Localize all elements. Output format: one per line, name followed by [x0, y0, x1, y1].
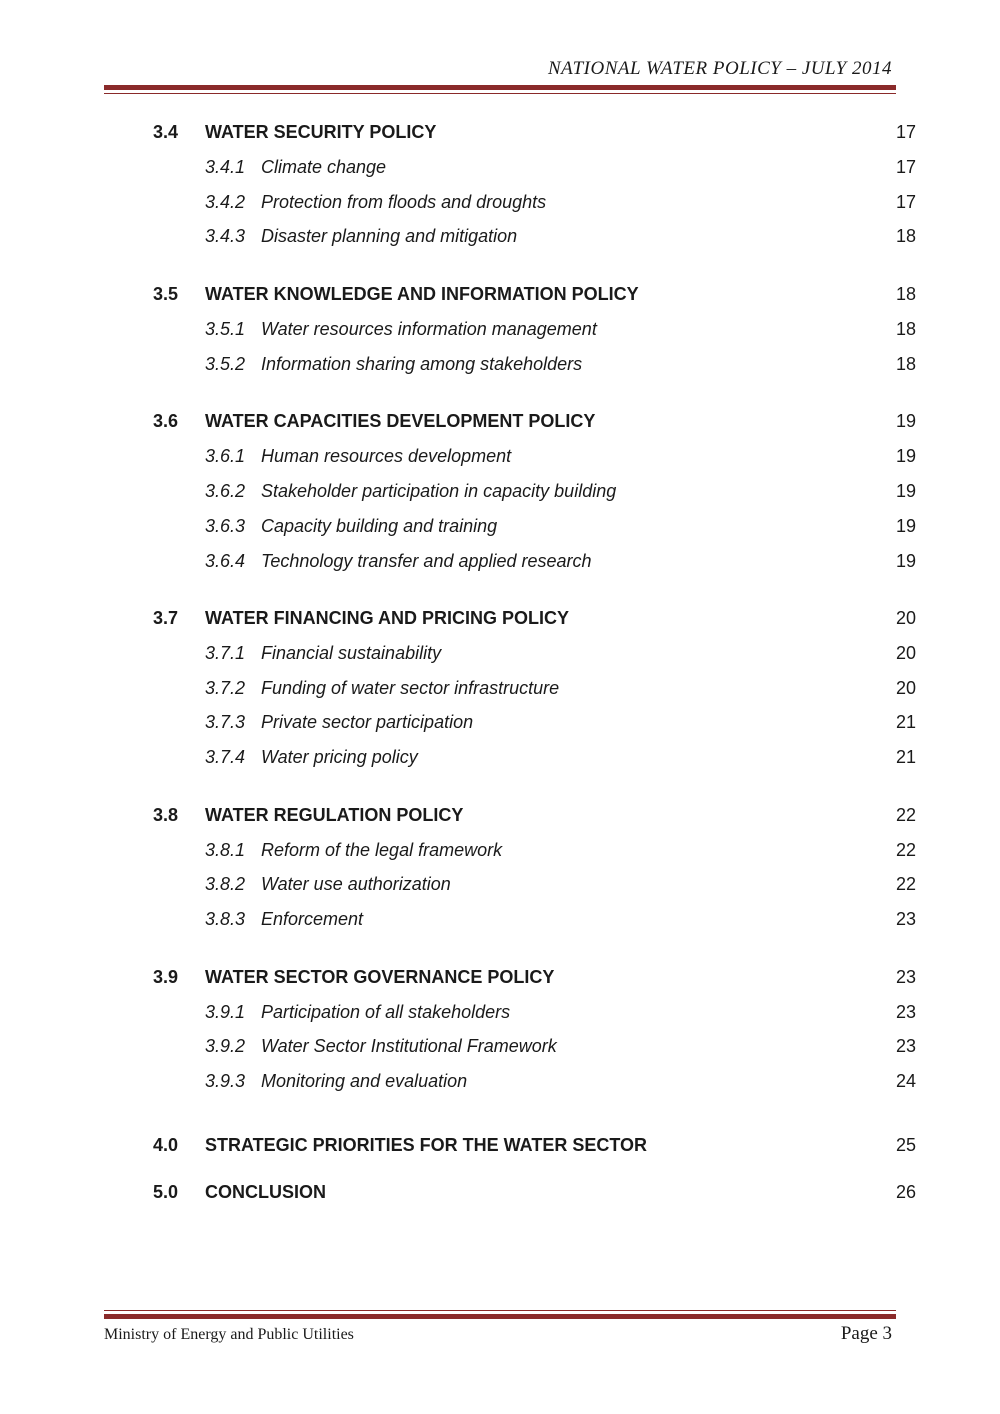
toc-entry-page: 20 — [895, 608, 916, 628]
toc-entry-number: 3.7 — [153, 608, 179, 628]
toc-subsection-entry — [0, 551, 1000, 581]
toc-entry-title: Private sector participation — [261, 712, 474, 732]
toc-entry-number: 3.4.1 — [205, 157, 246, 177]
toc-entry-number: 3.6.4 — [205, 551, 246, 571]
toc-entry-title: WATER CAPACITIES DEVELOPMENT POLICY — [205, 411, 596, 431]
toc-entry-number: 3.9.3 — [205, 1071, 246, 1091]
toc-section-entry — [0, 1182, 1000, 1212]
toc-entry-title: Financial sustainability — [261, 643, 442, 663]
toc-subsection-entry — [0, 192, 1000, 222]
toc-entry-page: 24 — [895, 1071, 916, 1091]
toc-entry-page: 26 — [895, 1182, 916, 1202]
toc-subsection-entry — [0, 909, 1000, 939]
toc-entry-page: 19 — [895, 411, 916, 431]
toc-entry-page: 18 — [895, 354, 916, 374]
toc-entry-page: 20 — [895, 643, 916, 663]
footer-rule-thick — [104, 1314, 896, 1319]
toc-subsection-entry — [0, 874, 1000, 904]
toc-entry-number: 3.9 — [153, 967, 179, 987]
toc-entry-title: Disaster planning and mitigation — [261, 226, 518, 246]
toc-subsection-entry — [0, 354, 1000, 384]
toc-section-entry — [0, 1135, 1000, 1165]
toc-entry-title: STRATEGIC PRIORITIES FOR THE WATER SECTOR — [205, 1135, 648, 1155]
toc-entry-title: Participation of all stakeholders — [261, 1002, 511, 1022]
toc-entry-page: 17 — [895, 122, 916, 142]
toc-subsection-entry — [0, 712, 1000, 742]
toc-entry-number: 3.7.3 — [205, 712, 246, 732]
toc-section-entry — [0, 805, 1000, 835]
toc-entry-title: Protection from floods and droughts — [261, 192, 547, 212]
toc-subsection-entry — [0, 481, 1000, 511]
toc-subsection-entry — [0, 840, 1000, 870]
toc-entry-page: 19 — [895, 446, 916, 466]
toc-entry-number: 3.8.2 — [205, 874, 246, 894]
toc-entry-title: Capacity building and training — [261, 516, 498, 536]
toc-entry-number: 3.4.3 — [205, 226, 246, 246]
toc-entry-number: 3.8.3 — [205, 909, 246, 929]
toc-entry-number: 3.8.1 — [205, 840, 246, 860]
toc-subsection-entry — [0, 678, 1000, 708]
toc-entry-number: 3.5.2 — [205, 354, 246, 374]
toc-entry-page: 17 — [895, 192, 916, 212]
toc-entry-page: 18 — [895, 319, 916, 339]
toc-entry-number: 3.6.2 — [205, 481, 246, 501]
toc-entry-title: WATER SECURITY POLICY — [205, 122, 437, 142]
toc-entry-title: Climate change — [261, 157, 387, 177]
toc-entry-title: CONCLUSION — [205, 1182, 326, 1202]
toc-entry-page: 21 — [895, 712, 916, 732]
toc-entry-page: 21 — [895, 747, 916, 767]
toc-section-entry — [0, 608, 1000, 638]
toc-entry-number: 3.9.2 — [205, 1036, 246, 1056]
toc-entry-title: WATER SECTOR GOVERNANCE POLICY — [205, 967, 555, 987]
footer-page-number: Page 3 — [840, 1323, 892, 1344]
toc-subsection-entry — [0, 226, 1000, 256]
toc-entry-number: 3.6.3 — [205, 516, 246, 536]
toc-entry-page: 18 — [895, 226, 916, 246]
toc-entry-title: WATER REGULATION POLICY — [205, 805, 464, 825]
toc-entry-number: 3.7.4 — [205, 747, 246, 767]
toc-entry-title: Funding of water sector infrastructure — [261, 678, 560, 698]
toc-entry-page: 22 — [895, 840, 916, 860]
toc-subsection-entry — [0, 446, 1000, 476]
toc-subsection-entry — [0, 319, 1000, 349]
toc-entry-page: 23 — [895, 1002, 916, 1022]
toc-entry-number: 5.0 — [153, 1182, 179, 1202]
toc-entry-page: 23 — [895, 909, 916, 929]
toc-entry-title: Enforcement — [261, 909, 364, 929]
toc-entry-page: 22 — [895, 874, 916, 894]
toc-subsection-entry — [0, 1002, 1000, 1032]
toc-entry-number: 3.4 — [153, 122, 179, 142]
toc-subsection-entry — [0, 157, 1000, 187]
toc-subsection-entry — [0, 516, 1000, 546]
toc-entry-title: Reform of the legal framework — [261, 840, 503, 860]
toc-entry-title: WATER KNOWLEDGE AND INFORMATION POLICY — [205, 284, 639, 304]
header-rule-thin — [104, 93, 896, 94]
toc-entry-number: 3.7.1 — [205, 643, 246, 663]
toc-entry-page: 22 — [895, 805, 916, 825]
toc-entry-page: 23 — [895, 1036, 916, 1056]
toc-subsection-entry — [0, 1036, 1000, 1066]
toc-entry-number: 3.9.1 — [205, 1002, 246, 1022]
toc-entry-number: 3.6 — [153, 411, 179, 431]
toc-entry-number: 3.6.1 — [205, 446, 246, 466]
toc-subsection-entry — [0, 747, 1000, 777]
toc-section-entry — [0, 284, 1000, 314]
toc-entry-number: 3.5 — [153, 284, 179, 304]
toc-entry-title: Water use authorization — [261, 874, 451, 894]
footer-ministry: Ministry of Energy and Public Utilities — [104, 1326, 354, 1343]
toc-subsection-entry — [0, 643, 1000, 673]
toc-entry-title: Human resources development — [261, 446, 512, 466]
toc-entry-page: 19 — [895, 551, 916, 571]
toc-entry-title: Stakeholder participation in capacity building — [261, 481, 617, 501]
header-rule-thick — [104, 85, 896, 90]
toc-entry-number: 4.0 — [153, 1135, 179, 1155]
toc-section-entry — [0, 122, 1000, 152]
toc-entry-page: 18 — [895, 284, 916, 304]
toc-entry-page: 19 — [895, 516, 916, 536]
header-title: NATIONAL WATER POLICY – JULY 2014 — [548, 58, 892, 79]
toc-entry-page: 17 — [895, 157, 916, 177]
toc-entry-number: 3.7.2 — [205, 678, 246, 698]
toc-section-entry — [0, 967, 1000, 997]
footer-rule-thin — [104, 1310, 896, 1311]
toc-entry-page: 25 — [895, 1135, 916, 1155]
toc-entry-title: Information sharing among stakeholders — [261, 354, 583, 374]
toc-entry-page: 20 — [895, 678, 916, 698]
toc-subsection-entry — [0, 1071, 1000, 1101]
toc-section-entry — [0, 411, 1000, 441]
toc-entry-title: Monitoring and evaluation — [261, 1071, 468, 1091]
toc-entry-page: 19 — [895, 481, 916, 501]
toc-entry-number: 3.4.2 — [205, 192, 246, 212]
toc-entry-title: Water resources information management — [261, 319, 597, 339]
toc-entry-number: 3.5.1 — [205, 319, 246, 339]
toc-entry-title: Technology transfer and applied research — [261, 551, 592, 571]
toc-entry-title: Water Sector Institutional Framework — [261, 1036, 557, 1056]
toc-entry-title: Water pricing policy — [261, 747, 418, 767]
toc-entry-title: WATER FINANCING AND PRICING POLICY — [205, 608, 569, 628]
toc-entry-page: 23 — [895, 967, 916, 987]
toc-entry-number: 3.8 — [153, 805, 179, 825]
